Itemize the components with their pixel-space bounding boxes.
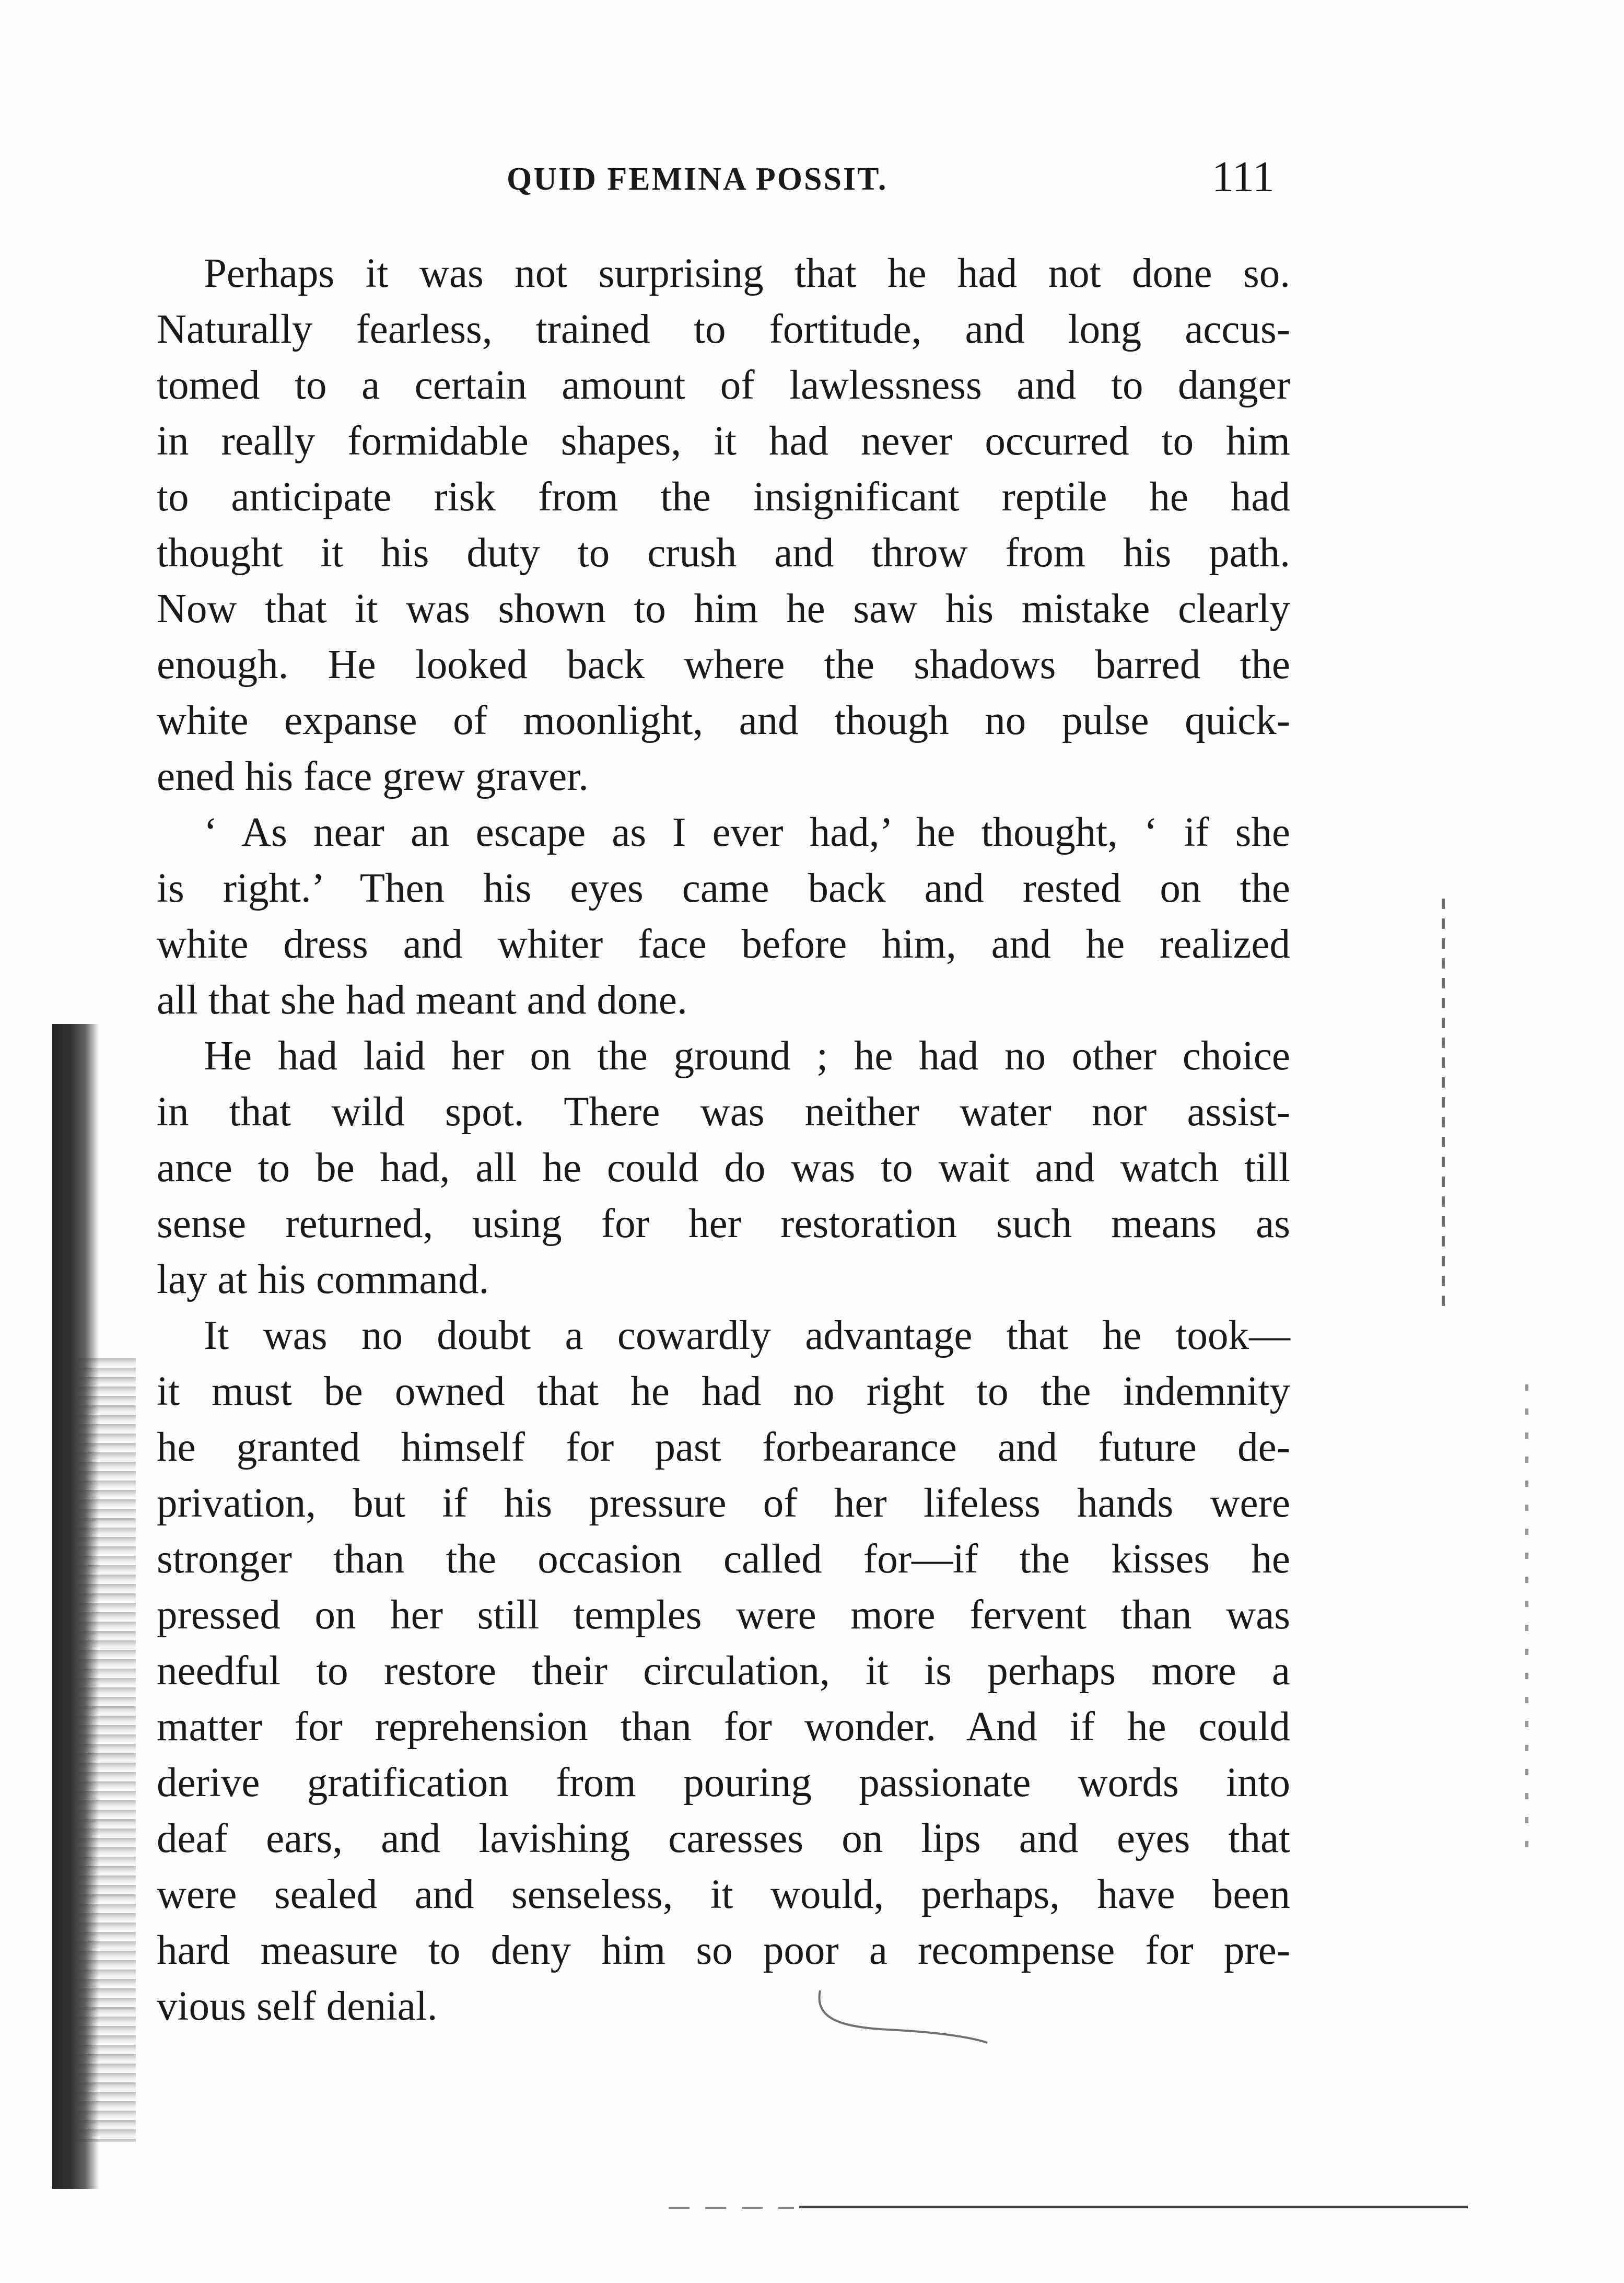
text-line: ‘ As near an escape as I ever had,’ he thought, ‘ if she: [204, 810, 1290, 855]
text-line: matter for reprehension than for wonder. And if he could: [157, 1704, 1290, 1750]
text-line: It was no doubt a cowardly advantage that he took—: [204, 1313, 1290, 1358]
text-line: needful to restore their circulation, it is perhaps more a: [157, 1648, 1290, 1694]
text-line: he granted himself for past forbearance and future de-: [157, 1425, 1290, 1470]
text-line: in really formidable shapes, it had never occurred to him: [157, 418, 1290, 464]
text-line: He had laid her on the ground ; he had no other choice: [204, 1033, 1290, 1079]
text-line: white dress and whiter face before him, and he realized: [157, 922, 1290, 967]
running-head: [157, 152, 1306, 209]
bottom-rule: [799, 2206, 1468, 2208]
edge-mark: [1525, 1384, 1528, 1855]
text-line: all that she had meant and done.: [157, 977, 687, 1023]
bottom-dashes: [669, 2207, 794, 2209]
text-line: thought it his duty to crush and throw from his path.: [157, 530, 1290, 576]
text-line: vious self denial.: [157, 1984, 438, 2029]
paragraph: [157, 805, 1290, 1028]
text-line: enough. He looked back where the shadows barred the: [157, 642, 1290, 688]
text-line: privation, but if his pressure of her lifeless hands were: [157, 1481, 1290, 1526]
body-text: [157, 246, 1290, 2034]
edge-mark: [1442, 899, 1445, 1306]
paragraph: [157, 1308, 1290, 2034]
text-line: tomed to a certain amount of lawlessness and to danger: [157, 363, 1290, 408]
text-line: hard measure to deny him so poor a recompense for pre-: [157, 1928, 1290, 1973]
text-line: derive gratification from pouring passionate words into: [157, 1760, 1290, 1806]
text-line: it must be owned that he had no right to the indemnity: [157, 1369, 1290, 1414]
paragraph: [157, 1028, 1290, 1308]
text-line: stronger than the occasion called for—if the kisses he: [157, 1536, 1290, 1582]
text-line: lay at his command.: [157, 1257, 489, 1302]
running-title: QUID FEMINA POSSIT.: [507, 161, 888, 197]
text-line: ance to be had, all he could do was to wait and watch till: [157, 1145, 1290, 1191]
text-line: were sealed and senseless, it would, perhaps, have been: [157, 1872, 1290, 1917]
page-number: 111: [1212, 153, 1275, 201]
text-line: to anticipate risk from the insignificant reptile he had: [157, 474, 1290, 520]
binding-texture: [78, 1358, 136, 2142]
text-line: Perhaps it was not surprising that he had not done so.: [204, 251, 1290, 296]
text-line: Now that it was shown to him he saw his mistake clearly: [157, 586, 1290, 632]
text-line: is right.’ Then his eyes came back and rested on the: [157, 866, 1290, 911]
text-line: in that wild spot. There was neither water nor assist-: [157, 1089, 1290, 1135]
text-line: ened his face grew graver.: [157, 754, 589, 799]
text-line: deaf ears, and lavishing caresses on lips and eyes that: [157, 1816, 1290, 1861]
text-line: sense returned, using for her restoration such means as: [157, 1201, 1290, 1247]
text-line: pressed on her still temples were more fervent than was: [157, 1592, 1290, 1638]
text-line: Naturally fearless, trained to fortitude, and long accus-: [157, 307, 1290, 352]
paragraph: [157, 246, 1290, 805]
text-line: white expanse of moonlight, and though no pulse quick-: [157, 698, 1290, 743]
